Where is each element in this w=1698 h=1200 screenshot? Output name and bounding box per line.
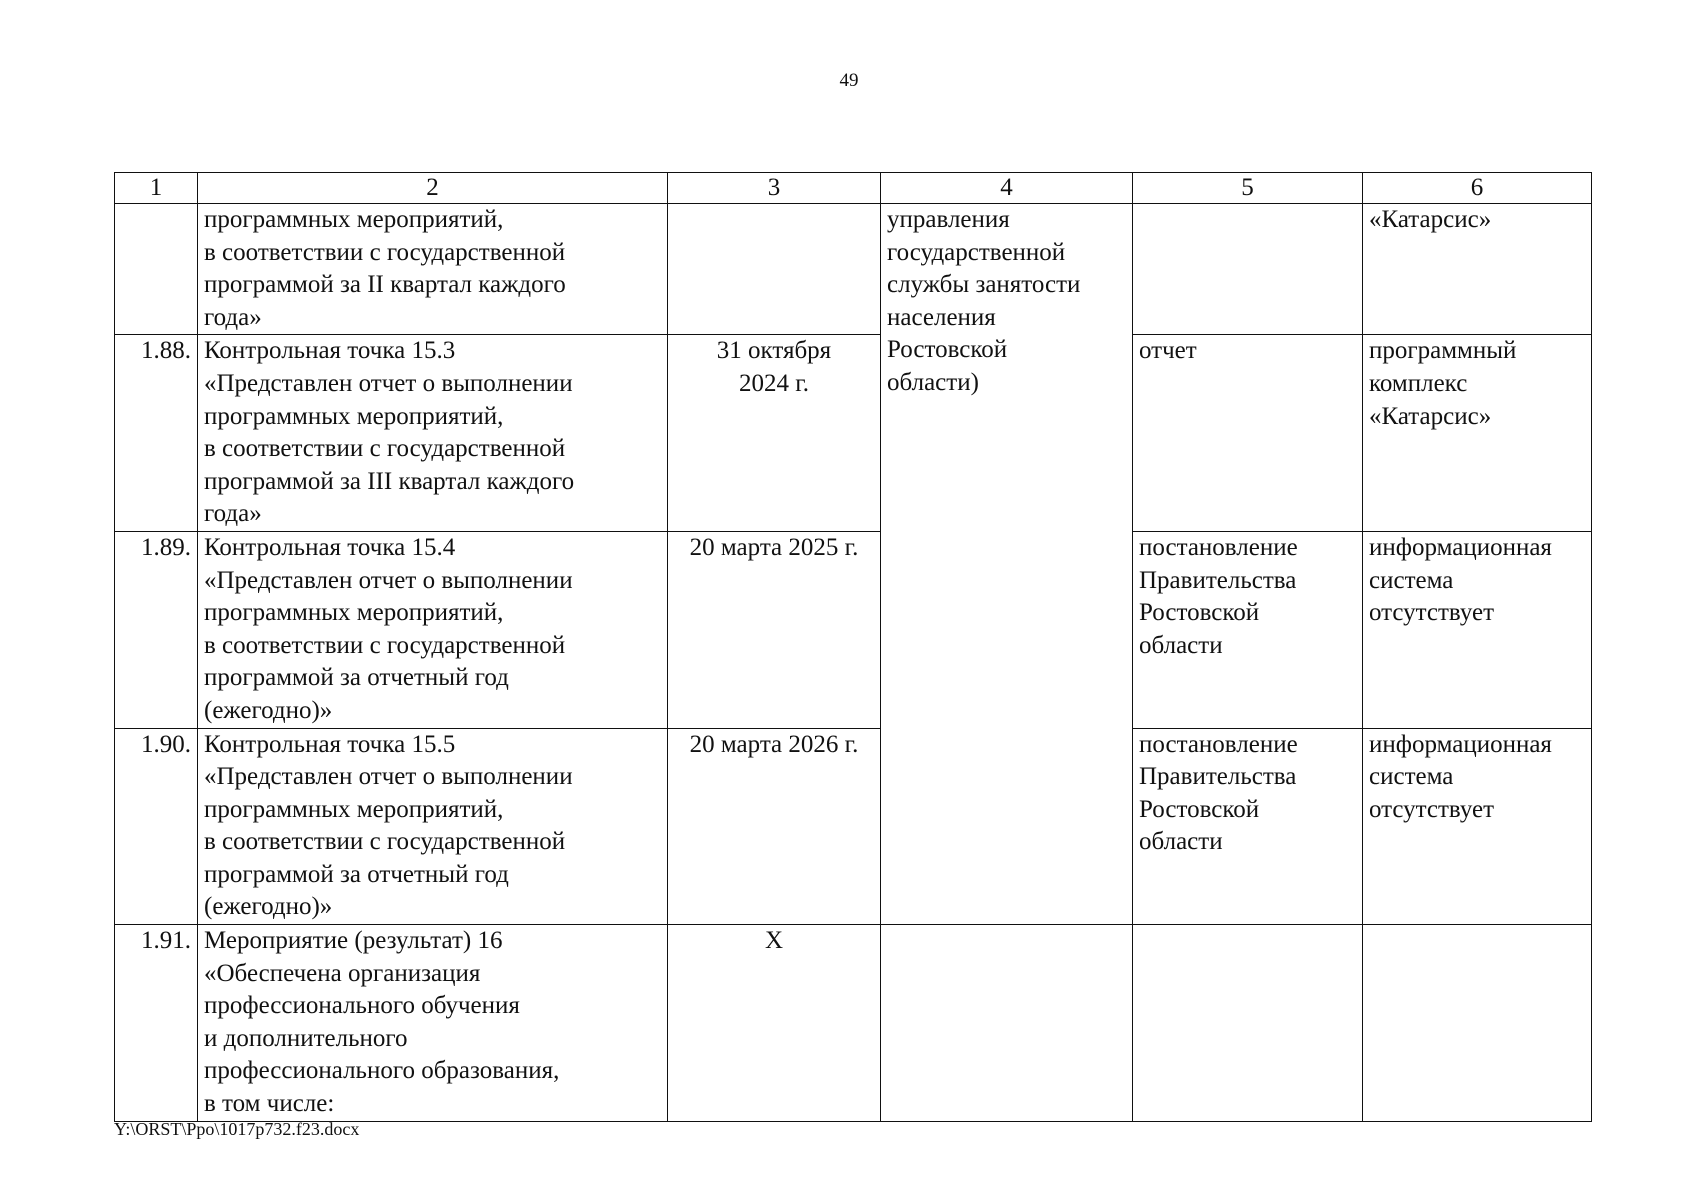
info-system-cell: информационная система отсутствует (1363, 531, 1592, 728)
info-system-cell (1363, 925, 1592, 1122)
event-name-cell: Контрольная точка 15.5 «Представлен отчет о выполнении программных мероприятий, в соответствии с государственной программой за отчетный год (ежегодно)» (198, 728, 668, 925)
row-number: 1.90. (115, 728, 198, 925)
events-table (114, 172, 1592, 1122)
column-header: 1 (115, 173, 198, 204)
event-name-cell: программных мероприятий, в соответствии с государственной программой за II квартал каждого года» (198, 204, 668, 335)
event-name-cell: Контрольная точка 15.4 «Представлен отчет о выполнении программных мероприятий, в соответствии с государственной программой за отчетный год (ежегодно)» (198, 531, 668, 728)
document-cell: постановление Правительства Ростовской области (1133, 531, 1363, 728)
column-header: 5 (1133, 173, 1363, 204)
page-number: 49 (839, 70, 859, 91)
table-row (115, 204, 1592, 335)
responsible-cell: управления государственной службы занятости населения Ростовской области) (881, 204, 1133, 925)
document-cell (1133, 925, 1363, 1122)
row-number (115, 204, 198, 335)
file-path-footer: Y:\ORST\Ppo\1017p732.f23.docx (114, 1119, 360, 1139)
event-name-cell: Контрольная точка 15.3 «Представлен отчет о выполнении программных мероприятий, в соответствии с государственной программой за III квартал каждого года» (198, 335, 668, 532)
column-header: 4 (881, 173, 1133, 204)
row-number: 1.91. (115, 925, 198, 1122)
document-cell: постановление Правительства Ростовской области (1133, 728, 1363, 925)
info-system-cell: «Катарсис» (1363, 204, 1592, 335)
event-name-cell: Мероприятие (результат) 16 «Обеспечена организация профессионального обучения и дополнительного профессионального образования, в том числе: (198, 925, 668, 1122)
table-row (115, 728, 1592, 925)
row-number: 1.89. (115, 531, 198, 728)
column-header: 6 (1363, 173, 1592, 204)
column-header: 3 (668, 173, 881, 204)
deadline-cell: 31 октября 2024 г. (668, 335, 881, 532)
deadline-cell: 20 марта 2025 г. (668, 531, 881, 728)
deadline-cell: 20 марта 2026 г. (668, 728, 881, 925)
info-system-cell: программный комплекс «Катарсис» (1363, 335, 1592, 532)
responsible-cell (881, 925, 1133, 1122)
row-number: 1.88. (115, 335, 198, 532)
table-row (115, 335, 1592, 532)
document-cell (1133, 204, 1363, 335)
deadline-cell: Х (668, 925, 881, 1122)
table-row (115, 925, 1592, 1122)
info-system-cell: информационная система отсутствует (1363, 728, 1592, 925)
table-header-row (115, 173, 1592, 204)
table-row (115, 531, 1592, 728)
document-cell: отчет (1133, 335, 1363, 532)
column-header: 2 (198, 173, 668, 204)
deadline-cell (668, 204, 881, 335)
